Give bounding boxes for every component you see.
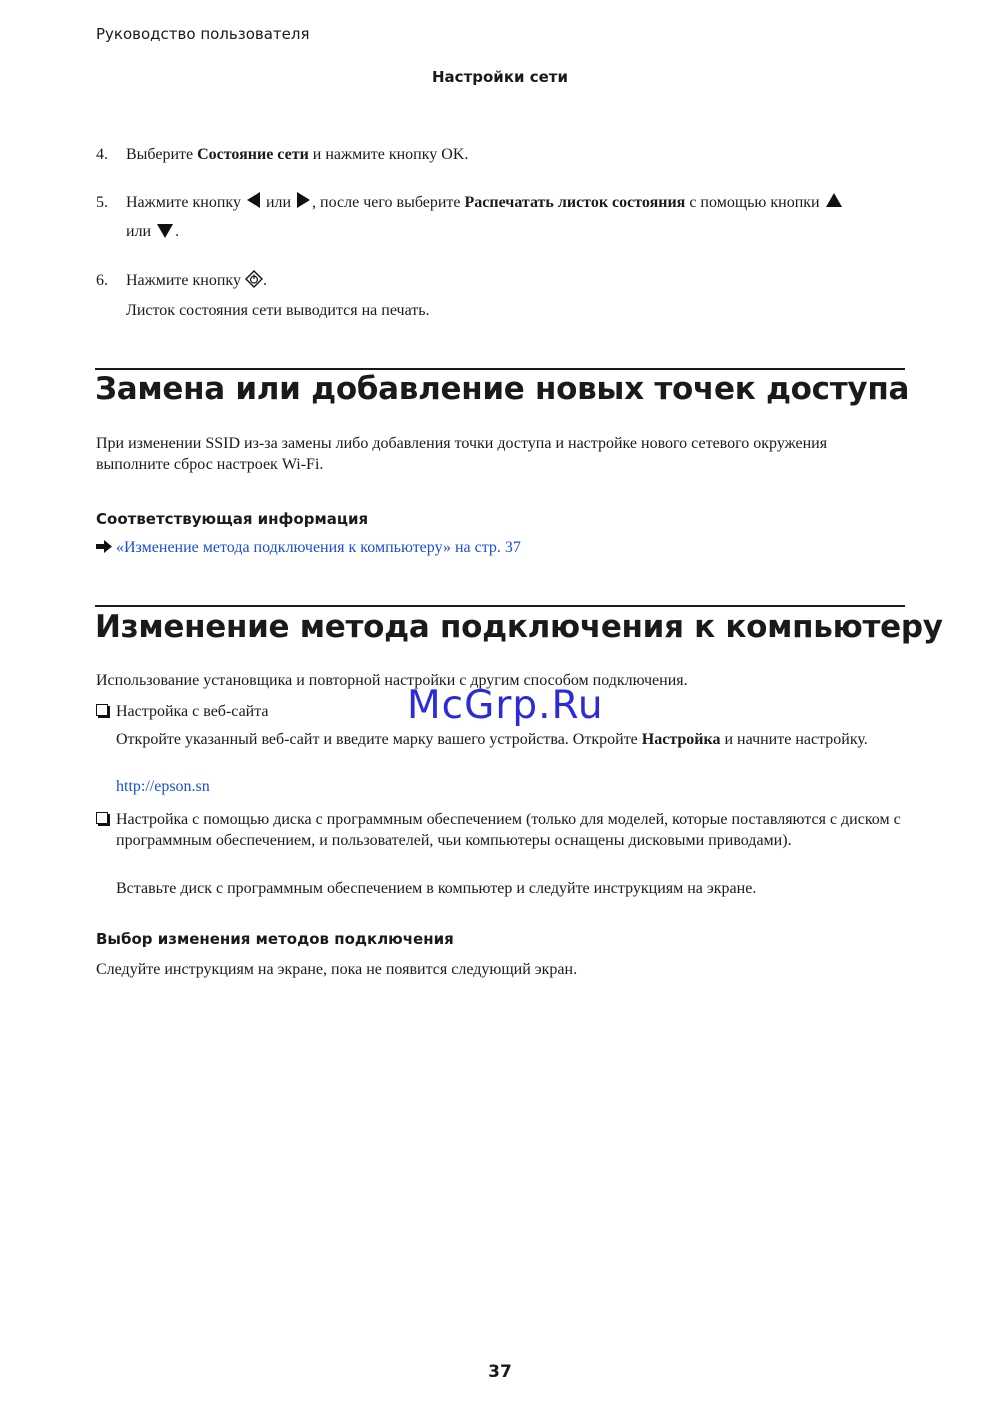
step-6: 6. Нажмите кнопку . — [96, 266, 906, 295]
step-number: 6. — [96, 272, 108, 289]
related-info-item — [96, 539, 521, 557]
bullet-disc-setup: Настройка с помощью диска с программным обеспечением (только для моделей, которые поставляются с диском с программным обеспечением, и пользователей, чьи компьютеры оснащены дисковыми приводами). — [96, 809, 906, 830]
related-info-link[interactable]: «Изменение метода подключения к компьютеру» на стр. 37 — [116, 539, 521, 556]
bullet-website-instructions: Откройте указанный веб-сайт и введите марку вашего устройства. Откройте Настройка и начните настройку. — [116, 731, 868, 748]
down-arrow-icon — [157, 224, 173, 238]
start-button-icon — [245, 270, 263, 288]
section-divider — [95, 368, 905, 370]
section-divider — [95, 605, 905, 607]
arrow-right-icon — [96, 540, 112, 553]
checkbox-bullet-icon — [96, 704, 108, 716]
epson-setup-link[interactable]: http://epson.sn — [116, 778, 210, 795]
page-number: 37 — [488, 1362, 512, 1382]
subsection-paragraph: Следуйте инструкциям на экране, пока не появится следующий экран. — [96, 961, 578, 978]
section2-intro: Использование установщика и повторной настройки с другим способом подключения. — [96, 672, 688, 689]
subsection-heading: Выбор изменения методов подключения — [96, 930, 454, 948]
running-header-title: Руководство пользователя — [96, 25, 310, 43]
section-title-connection-method: Изменение метода подключения к компьютеру — [95, 609, 943, 645]
bullet-website-setup: Настройка с веб-сайта — [96, 701, 906, 722]
step-number: 4. — [96, 146, 108, 163]
related-info-heading: Соответствующая информация — [96, 510, 369, 528]
menu-item-network-status: Состояние сети — [197, 146, 309, 163]
right-arrow-icon — [297, 192, 310, 208]
up-arrow-icon — [826, 193, 842, 207]
bullet-disc-instructions: Вставьте диск с программным обеспечением в компьютер и следуйте инструкциям на экране. — [116, 880, 757, 897]
step-4: 4. Выберите Состояние сети и нажмите кнопку OK. — [96, 140, 906, 169]
section-title-access-points: Замена или добавление новых точек доступа — [95, 371, 910, 407]
left-arrow-icon — [247, 192, 260, 208]
running-header-section: Настройки сети — [432, 68, 568, 86]
step-5: 5. Нажмите кнопку или , после чего выберите Распечатать листок состояния с помощью кнопки или . — [96, 188, 906, 246]
menu-item-print-status-sheet: Распечатать листок состояния — [464, 194, 686, 211]
step-number: 5. — [96, 194, 108, 211]
step-6-result: Листок состояния сети выводится на печать. — [126, 302, 430, 319]
watermark: McGrp.Ru — [407, 683, 604, 728]
section1-paragraph: При изменении SSID из-за замены либо добавления точки доступа и настройке нового сетевого окружения выполните сброс настроек Wi-Fi. — [96, 435, 828, 473]
checkbox-bullet-icon — [96, 812, 108, 824]
